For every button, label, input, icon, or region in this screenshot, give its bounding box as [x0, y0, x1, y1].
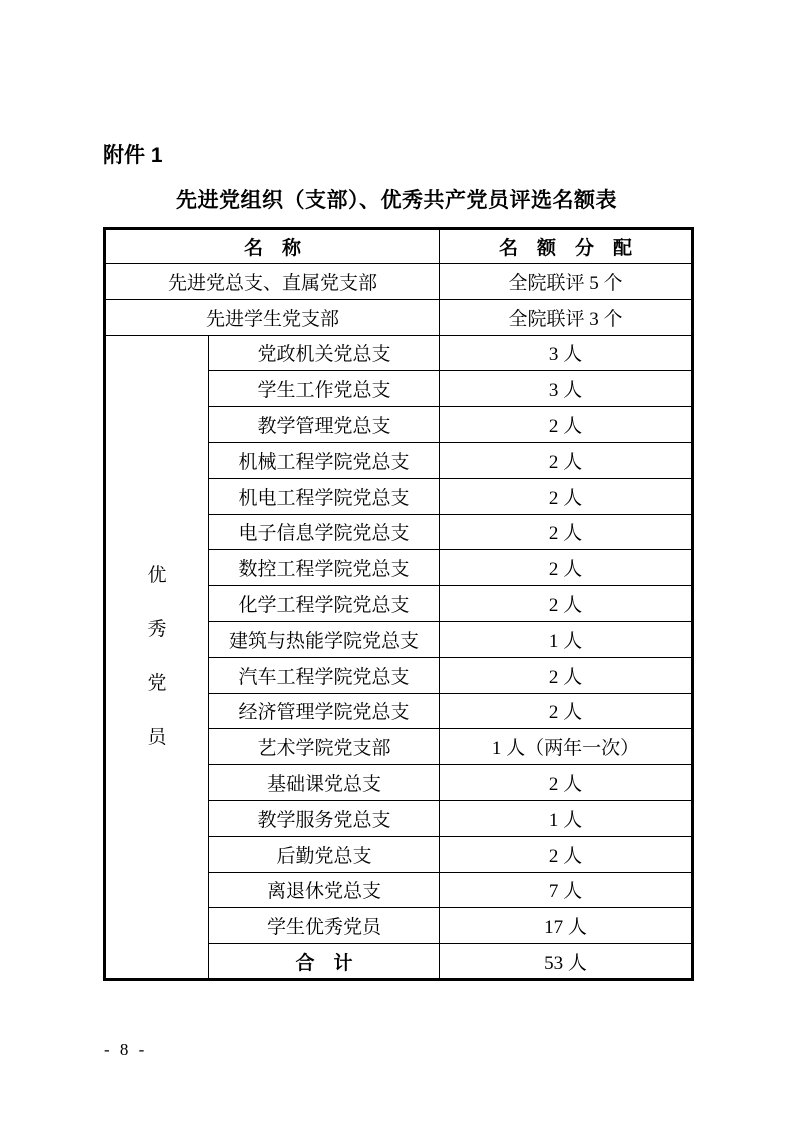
quota-cell: 2 人 — [440, 836, 693, 872]
name-cell: 教学管理党总支 — [209, 407, 440, 443]
name-cell: 机械工程学院党总支 — [209, 442, 440, 478]
name-cell: 先进党总支、直属党支部 — [105, 264, 440, 300]
quota-cell: 1 人 — [440, 621, 693, 657]
name-cell: 教学服务党总支 — [209, 800, 440, 836]
name-cell: 汽车工程学院党总支 — [209, 657, 440, 693]
group-label: 优秀党员 — [147, 564, 167, 748]
name-cell: 学生优秀党员 — [209, 908, 440, 944]
name-cell: 艺术学院党支部 — [209, 729, 440, 765]
table-row — [105, 264, 693, 300]
name-cell: 基础课党总支 — [209, 765, 440, 801]
total-name-cell: 合 计 — [209, 944, 440, 980]
quota-cell: 1 人 — [440, 800, 693, 836]
quota-cell: 全院联评 5 个 — [440, 264, 693, 300]
name-cell: 经济管理学院党总支 — [209, 693, 440, 729]
quota-cell: 全院联评 3 个 — [440, 299, 693, 335]
quota-cell: 2 人 — [440, 657, 693, 693]
name-cell: 建筑与热能学院党总支 — [209, 621, 440, 657]
table-header-row — [105, 229, 693, 264]
name-cell: 数控工程学院党总支 — [209, 550, 440, 586]
name-cell: 化学工程学院党总支 — [209, 586, 440, 622]
page-number: - 8 - — [104, 1040, 148, 1059]
quota-cell: 2 人 — [440, 550, 693, 586]
page-title: 先进党组织（支部）、优秀共产党员评选名额表 — [176, 188, 617, 212]
quota-cell: 2 人 — [440, 478, 693, 514]
name-cell: 学生工作党总支 — [209, 371, 440, 407]
attachment-label: 附件 1 — [103, 144, 163, 167]
quota-cell: 2 人 — [440, 407, 693, 443]
quota-cell: 3 人 — [440, 335, 693, 371]
quota-cell: 17 人 — [440, 908, 693, 944]
table-row — [105, 335, 693, 371]
quota-cell: 2 人 — [440, 693, 693, 729]
name-cell: 党政机关党总支 — [209, 335, 440, 371]
header-name: 名 称 — [105, 229, 440, 264]
quota-cell: 2 人 — [440, 586, 693, 622]
name-cell: 离退休党总支 — [209, 872, 440, 908]
name-cell: 后勤党总支 — [209, 836, 440, 872]
quota-cell: 2 人 — [440, 442, 693, 478]
table-row — [105, 299, 693, 335]
quota-cell: 7 人 — [440, 872, 693, 908]
name-cell: 电子信息学院党总支 — [209, 514, 440, 550]
quota-cell: 2 人 — [440, 765, 693, 801]
total-quota-cell: 53 人 — [440, 944, 693, 980]
name-cell: 先进学生党支部 — [105, 299, 440, 335]
header-quota: 名 额 分 配 — [440, 229, 693, 264]
name-cell: 机电工程学院党总支 — [209, 478, 440, 514]
group-label-cell — [105, 335, 209, 979]
quota-cell: 2 人 — [440, 514, 693, 550]
quota-cell: 3 人 — [440, 371, 693, 407]
quota-table — [103, 227, 694, 981]
quota-cell: 1 人（两年一次） — [440, 729, 693, 765]
